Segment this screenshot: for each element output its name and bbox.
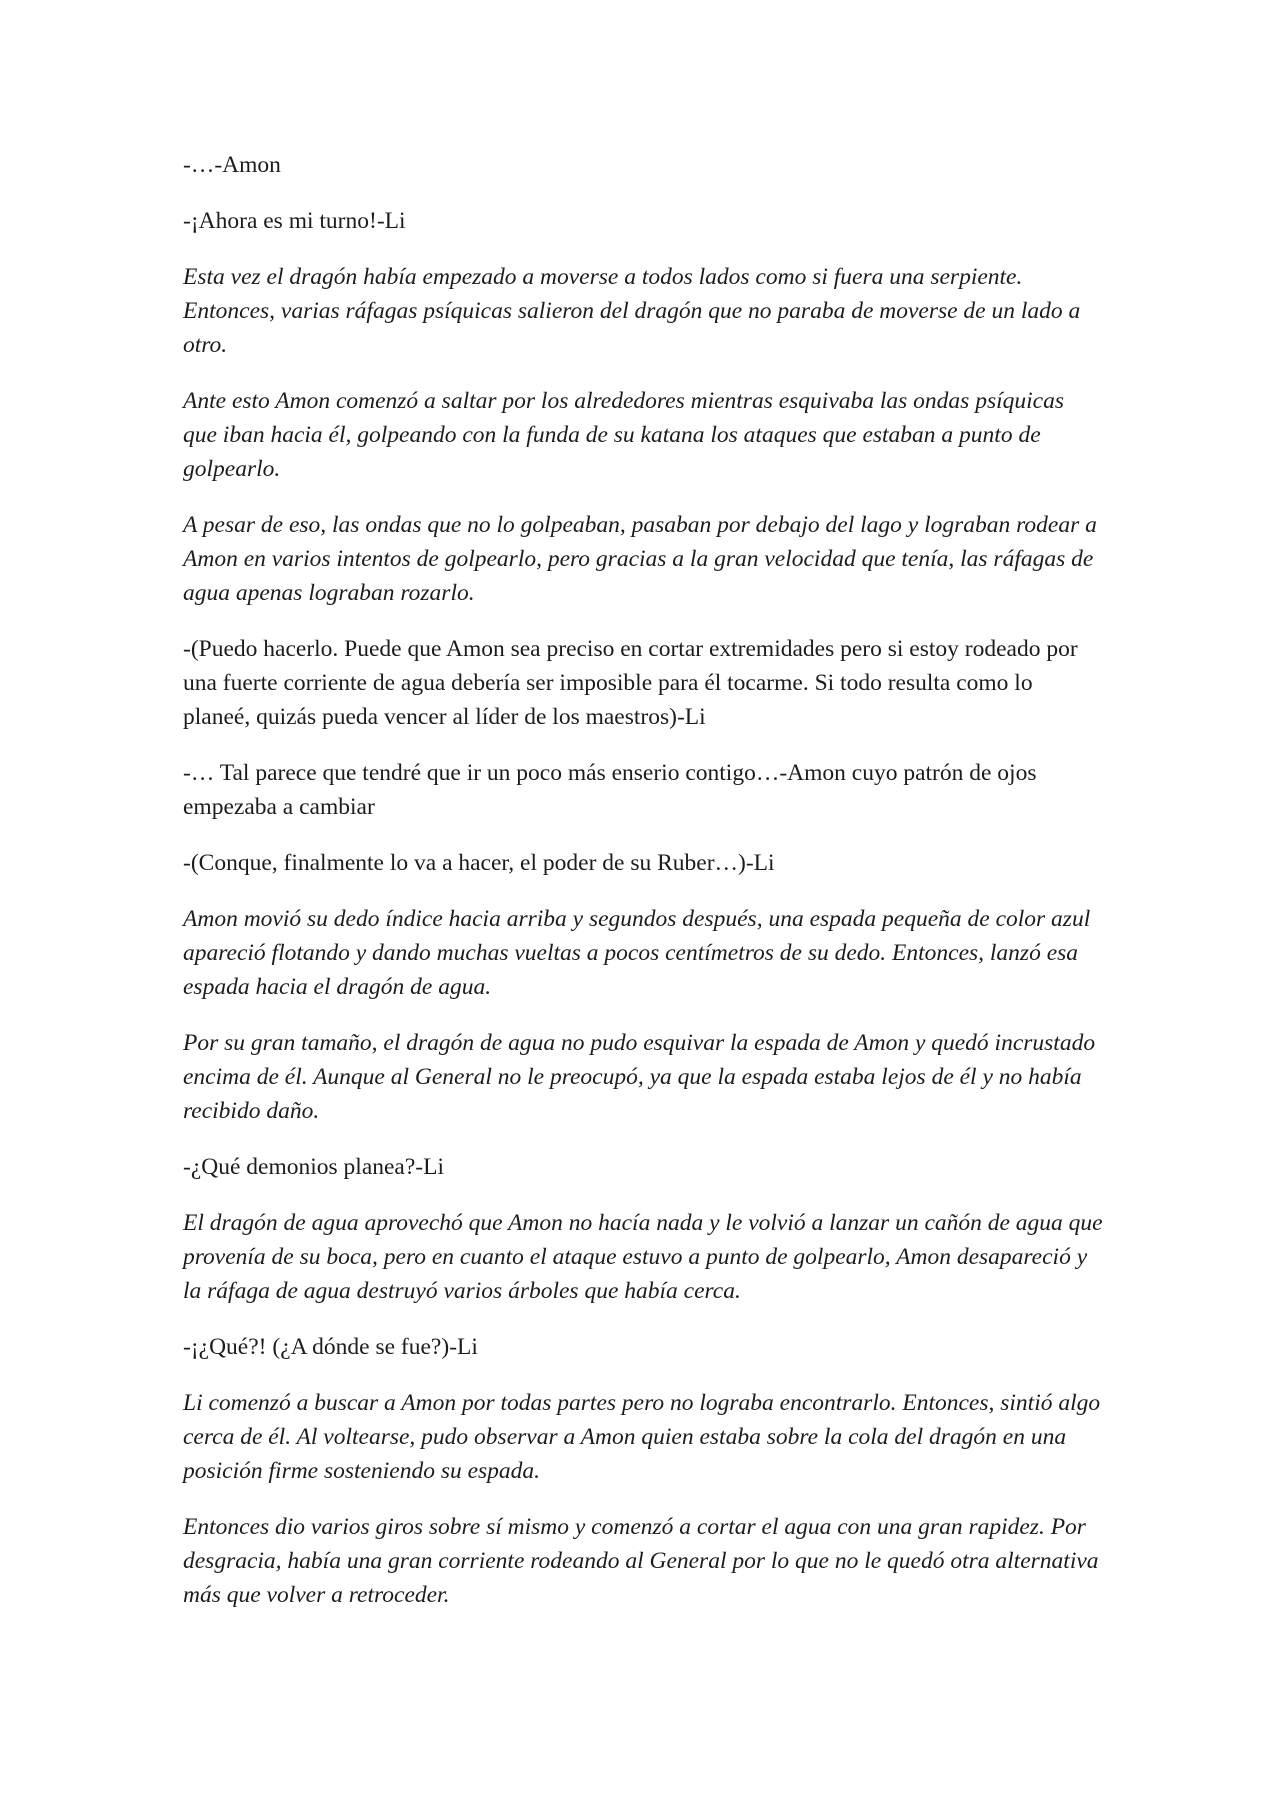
dialogue-line: -…-Amon xyxy=(183,152,281,178)
dialogue-line: -(Puedo hacerlo. Puede que Amon sea preciso en cortar extremidades pero si estoy rodeado por una fuerte corriente de agua debería ser imposible para él tocarme. Si todo resulta como lo planeé, quizás pueda vencer al líder de los maestros)-Li xyxy=(183,636,1078,730)
dialogue-line: -¿Qué demonios planea?-Li xyxy=(183,1154,445,1180)
dialogue-line: -¡¿Qué?! (¿A dónde se fue?)-Li xyxy=(183,1334,478,1360)
narration-paragraph: Amon movió su dedo índice hacia arriba y segundos después, una espada pequeña de color azul apareció flotando y dando muchas vueltas a pocos centímetros de su dedo. Entonces, lanzó esa espada hacia el dragón de agua. xyxy=(183,906,1091,1000)
narration-paragraph: Por su gran tamaño, el dragón de agua no pudo esquivar la espada de Amon y quedó incrustado encima de él. Aunque al General no le preocupó, ya que la espada estaba lejos de él y no había recibido daño. xyxy=(183,1030,1096,1124)
text-column xyxy=(183,148,1103,1634)
narration-paragraph: Li comenzó a buscar a Amon por todas partes pero no lograba encontrarlo. Entonces, sintió algo cerca de él. Al voltearse, pudo observar a Amon quien estaba sobre la cola del dragón en una posición firme sosteniendo su espada. xyxy=(183,1390,1101,1484)
narration-paragraph: Esta vez el dragón había empezado a moverse a todos lados como si fuera una serpiente. Entonces, varias ráfagas psíquicas salieron del dragón que no paraba de moverse de un lado a otro. xyxy=(183,264,1081,358)
dialogue-line: -… Tal parece que tendré que ir un poco más enserio contigo…-Amon cuyo patrón de ojos empezaba a cambiar xyxy=(183,760,1037,820)
narration-paragraph: El dragón de agua aprovechó que Amon no hacía nada y le volvió a lanzar un cañón de agua que provenía de su boca, pero en cuanto el ataque estuvo a punto de golpearlo, Amon desapareció y la ráfaga de agua destruyó varios árboles que había cerca. xyxy=(183,1210,1103,1304)
dialogue-line: -¡Ahora es mi turno!-Li xyxy=(183,208,406,234)
narration-paragraph: A pesar de eso, las ondas que no lo golpeaban, pasaban por debajo del lago y lograban rodear a Amon en varios intentos de golpearlo, pero gracias a la gran velocidad que tenía, las ráfagas de agua apenas lograban rozarlo. xyxy=(183,512,1097,606)
narration-paragraph: Ante esto Amon comenzó a saltar por los alrededores mientras esquivaba las ondas psíquicas que iban hacia él, golpeando con la funda de su katana los ataques que estaban a punto de golpearlo. xyxy=(183,388,1064,482)
narration-paragraph: Entonces dio varios giros sobre sí mismo y comenzó a cortar el agua con una gran rapidez. Por desgracia, había una gran corriente rodeando al General por lo que no le quedó otra alternativa más que volver a retroceder. xyxy=(183,1514,1099,1608)
dialogue-line: -(Conque, finalmente lo va a hacer, el poder de su Ruber…)-Li xyxy=(183,850,775,876)
